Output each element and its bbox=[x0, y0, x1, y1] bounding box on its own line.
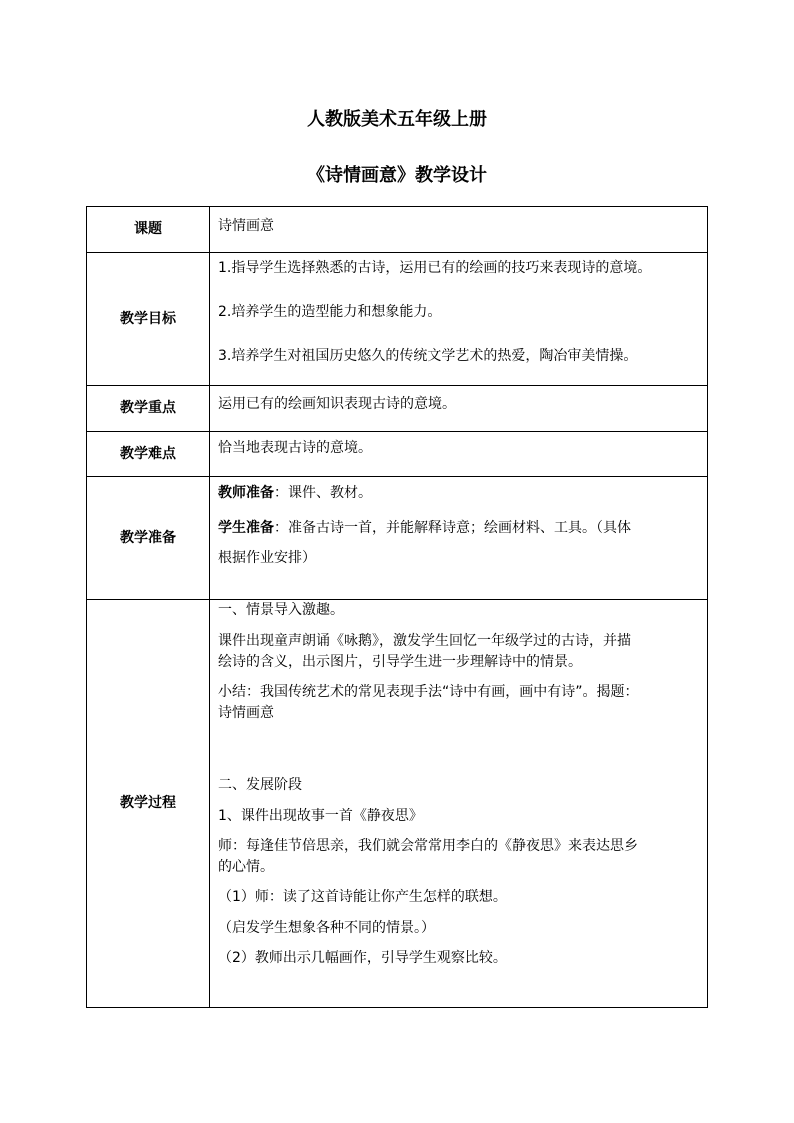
row-prep bbox=[87, 477, 708, 600]
process-line: 二、发展阶段 bbox=[218, 777, 302, 793]
student-prep-continued: 根据作业安排） bbox=[218, 550, 316, 566]
student-prep bbox=[218, 518, 703, 539]
teacher-prep bbox=[218, 483, 703, 504]
label-prep: 教学准备 bbox=[87, 477, 210, 600]
topic-text: 诗情画意 bbox=[218, 218, 274, 234]
process-line: 诗情画意 bbox=[218, 705, 274, 721]
goal-item: 2.培养学生的造型能力和想象能力。 bbox=[218, 304, 442, 320]
row-goals bbox=[87, 253, 708, 386]
value-difficulty bbox=[210, 432, 708, 477]
label-focus: 教学重点 bbox=[87, 386, 210, 432]
label-difficulty: 教学难点 bbox=[87, 432, 210, 477]
label-goals: 教学目标 bbox=[87, 253, 210, 386]
label-process: 教学过程 bbox=[87, 600, 210, 1008]
value-topic bbox=[210, 207, 708, 253]
goal-item: 3.培养学生对祖国历史悠久的传统文学艺术的热爱，陶冶审美情操。 bbox=[218, 348, 638, 364]
row-focus bbox=[87, 386, 708, 432]
goal-item: 1.指导学生选择熟悉的古诗，运用已有的绘画的技巧来表现诗的意境。 bbox=[218, 260, 652, 276]
document-title: 人教版美术五年级上册 bbox=[307, 109, 487, 130]
value-focus bbox=[210, 386, 708, 432]
row-difficulty bbox=[87, 432, 708, 477]
document-subtitle: 《诗情画意》教学设计 bbox=[307, 165, 487, 186]
row-topic bbox=[87, 207, 708, 253]
teacher-prep-label: 教师准备 bbox=[218, 485, 274, 501]
process-line: 小结：我国传统艺术的常见表现手法“诗中有画，画中有诗”。揭题： bbox=[218, 684, 639, 700]
value-process bbox=[210, 600, 708, 1008]
difficulty-text: 恰当地表现古诗的意境。 bbox=[218, 440, 372, 456]
value-goals bbox=[210, 253, 708, 386]
student-prep-label: 学生准备 bbox=[218, 520, 274, 536]
student-prep-value: ：准备古诗一首，并能解释诗意；绘画材料、工具。（具体 bbox=[274, 520, 631, 536]
value-prep bbox=[210, 477, 708, 600]
process-line: 一、情景导入激趣。 bbox=[218, 602, 344, 618]
row-process bbox=[87, 600, 708, 1008]
process-line: 课件出现童声朗诵《咏鹅》，激发学生回忆一年级学过的古诗，并描 bbox=[218, 633, 631, 649]
teacher-prep-value: ：课件、教材。 bbox=[274, 485, 372, 501]
process-line: （2）教师出示几幅画作，引导学生观察比较。 bbox=[218, 950, 507, 966]
process-line: 绘诗的含义，出示图片，引导学生进一步理解诗中的情景。 bbox=[218, 654, 582, 670]
process-line: 师：每逢佳节倍思亲，我们就会常常用李白的《静夜思》来表达思乡 bbox=[218, 838, 638, 854]
focus-text: 运用已有的绘画知识表现古诗的意境。 bbox=[218, 396, 456, 412]
process-line: 的心情。 bbox=[218, 859, 274, 875]
process-line: 1、课件出现故事一首《静夜思》 bbox=[218, 808, 423, 824]
lesson-plan-table bbox=[86, 206, 708, 1008]
label-topic: 课题 bbox=[87, 207, 210, 253]
process-line: （启发学生想象各种不同的情景。） bbox=[218, 920, 435, 936]
process-line: （1）师：读了这首诗能让你产生怎样的联想。 bbox=[218, 889, 507, 905]
